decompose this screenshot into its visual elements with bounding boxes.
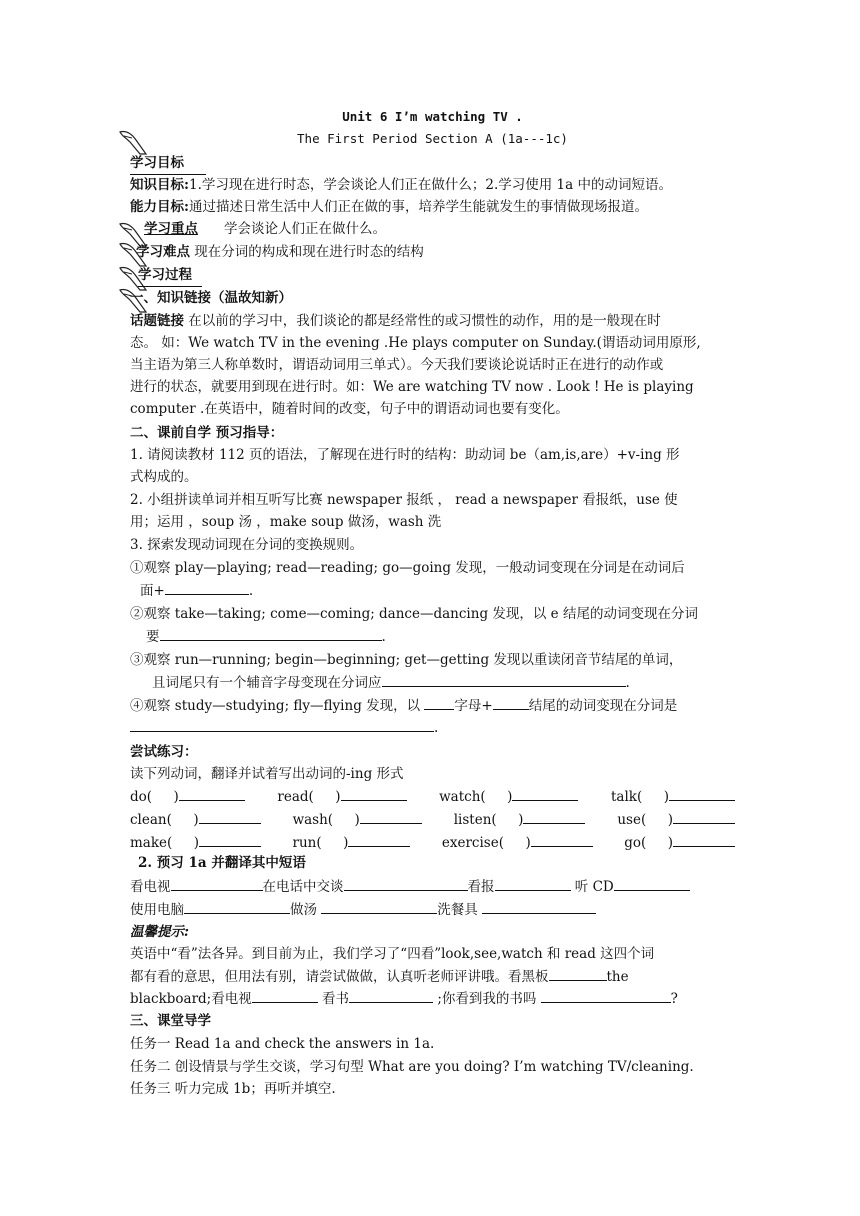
ability-goal: 能力目标:通过描述日常生活中人们正在做的事，培养学生能就发生的事情做现场报道。 xyxy=(130,199,648,215)
answer-blank[interactable] xyxy=(160,625,382,641)
answer-blank[interactable] xyxy=(321,898,437,914)
verb-table xyxy=(130,785,735,854)
verb-row xyxy=(130,785,735,808)
verb-cell: use( ) xyxy=(617,808,735,831)
answer-blank[interactable] xyxy=(199,808,261,824)
task-line: 任务一 Read 1a and check the answers in 1a. xyxy=(130,1036,435,1052)
answer-blank[interactable] xyxy=(252,987,318,1003)
answer-blank[interactable] xyxy=(493,694,529,710)
verb-cell: watch( ) xyxy=(439,785,578,808)
knowledge-goal: 知识目标:1.学习现在进行时态，学会谈论人们正在做什么；2.学习使用 1a 中的动词短语。 xyxy=(130,177,672,193)
rule4-line: . xyxy=(130,716,735,739)
answer-blank[interactable] xyxy=(523,808,585,824)
topic-line: 话题链接 在以前的学习中，我们谈论的都是经常性的或习惯性的动作，用的是一般现在时 xyxy=(130,313,661,329)
tip-line: 都有看的意思，但用法有别，请尝试做做，认真听老师评讲哦。看黑板 the xyxy=(130,965,735,988)
preview-heading: 2. 预习 1a 并翻译其中短语 xyxy=(138,855,306,871)
tip-line: 英语中“看”法各异。到目前为止，我们学习了“四看”look,see,watch 和 read 这四个词 xyxy=(130,946,655,962)
phrase-row: 使用电脑 做汤 洗餐具 xyxy=(130,898,735,921)
answer-blank[interactable] xyxy=(344,875,468,891)
verb-cell: listen( ) xyxy=(454,808,586,831)
verb-cell: exercise( ) xyxy=(442,831,593,854)
answer-blank[interactable] xyxy=(184,898,290,914)
answer-blank[interactable] xyxy=(669,785,735,801)
rule1-line: ①观察 play—playing; read—reading; go—going 发现，一般动词变现在分词是在动词后 xyxy=(130,560,685,576)
answer-blank[interactable] xyxy=(614,875,690,891)
practice-heading: 尝试练习： xyxy=(130,744,198,760)
item1-line: 式构成的。 xyxy=(130,469,198,485)
item1-line: 1. 请阅读教材 112 页的语法，了解现在进行时的结构：助动词 be（am,is,are）+v-ing 形 xyxy=(130,447,680,463)
verb-cell: talk( ) xyxy=(611,785,735,808)
answer-blank[interactable] xyxy=(341,785,407,801)
topic-line: 当主语为第三人称单数时，谓语动词用三单式）。今天我们要谈论说话时正在进行的动作或 xyxy=(130,357,664,373)
verb-cell: go( ) xyxy=(624,831,735,854)
rule2-line: ②观察 take—taking; come—coming; dance—dancing 发现，以 e 结尾的动词变现在分词 xyxy=(130,606,698,622)
process-heading: 学习过程 xyxy=(130,264,735,287)
answer-blank[interactable] xyxy=(549,965,607,981)
answer-blank[interactable] xyxy=(165,579,249,595)
task-line: 任务三 听力完成 1b；再听并填空. xyxy=(130,1081,336,1097)
task-line: 任务二 创设情景与学生交谈，学习句型 What are you doing? I’m watching TV/cleaning. xyxy=(130,1059,694,1075)
answer-blank[interactable] xyxy=(673,831,735,847)
goals-heading: 学习目标 xyxy=(130,152,735,175)
answer-blank[interactable] xyxy=(541,987,671,1003)
answer-blank[interactable] xyxy=(130,716,434,732)
item2-line: 用；运用 ，soup 汤 ，make soup 做汤，wash 洗 xyxy=(130,514,442,530)
answer-blank[interactable] xyxy=(495,875,571,891)
answer-blank[interactable] xyxy=(424,694,454,710)
topic-line: computer .在英语中，随着时间的改变，句子中的谓语动词也要有变化。 xyxy=(130,401,569,417)
rule1-line: 面+ . xyxy=(130,579,735,602)
document-subtitle: The First Period Section A (1a---1c) xyxy=(297,131,568,146)
answer-blank[interactable] xyxy=(199,831,261,847)
section3-heading: 三、课堂导学 xyxy=(130,1013,211,1029)
answer-blank[interactable] xyxy=(171,875,263,891)
tip-line: blackboard;看电视 看书 ;你看到我的书吗 ? xyxy=(130,987,735,1010)
verb-row xyxy=(130,808,735,831)
verb-cell: clean( ) xyxy=(130,808,261,831)
rule3-line: 且词尾只有一个辅音字母变现在分词应 . xyxy=(130,671,735,694)
answer-blank[interactable] xyxy=(348,831,410,847)
item2-line: 2. 小组拼读单词并相互听写比赛 newspaper 报纸 ， read a newspaper 看报纸，use 使 xyxy=(130,492,678,508)
answer-blank[interactable] xyxy=(349,987,433,1003)
answer-blank[interactable] xyxy=(360,808,422,824)
answer-blank[interactable] xyxy=(531,831,593,847)
item3-line: 3. 探索发现动词现在分词的变换规则。 xyxy=(130,537,364,553)
rule2-line: 要 . xyxy=(130,625,735,648)
document-title: Unit 6 I’m watching TV . xyxy=(342,109,523,124)
tip-heading: 温馨提示: xyxy=(130,924,189,940)
answer-blank[interactable] xyxy=(382,671,626,687)
verb-cell: make( ) xyxy=(130,831,261,854)
topic-line: 进行的状态，就要用到现在进行时。如：We are watching TV now . Look ! He is playing xyxy=(130,379,694,395)
answer-blank[interactable] xyxy=(179,785,245,801)
key-point: 学习重点 学会谈论人们正在做什么。 xyxy=(144,221,386,237)
section2-heading: 二、课前自学 预习指导： xyxy=(130,425,284,441)
section1-heading: 一、知识链接（温故知新） xyxy=(130,290,292,306)
answer-blank[interactable] xyxy=(673,808,735,824)
answer-blank[interactable] xyxy=(512,785,578,801)
verb-cell: read( ) xyxy=(277,785,406,808)
verb-row xyxy=(130,831,735,854)
verb-cell: wash( ) xyxy=(293,808,422,831)
rule3-line: ③观察 run—running; begin—beginning; get—getting 发现以重读闭音节结尾的单词， xyxy=(130,652,683,668)
difficulty: 学习难点 现在分词的构成和现在进行时态的结构 xyxy=(136,244,424,260)
rule4-line: ④观察 study—studying; fly—flying 发现，以 字母+ 结尾的动词变现在分词是 xyxy=(130,694,735,717)
topic-line: 态。 如：We watch TV in the evening .He plays computer on Sunday.(谓语动词用原形, xyxy=(130,335,701,351)
phrase-row: 看电视 在电话中交谈 看报 听 CD xyxy=(130,875,735,898)
verb-cell: run( ) xyxy=(293,831,411,854)
answer-blank[interactable] xyxy=(482,898,596,914)
practice-instruction: 读下列动词，翻译并试着写出动词的-ing 形式 xyxy=(130,766,404,782)
verb-cell: do( ) xyxy=(130,785,245,808)
